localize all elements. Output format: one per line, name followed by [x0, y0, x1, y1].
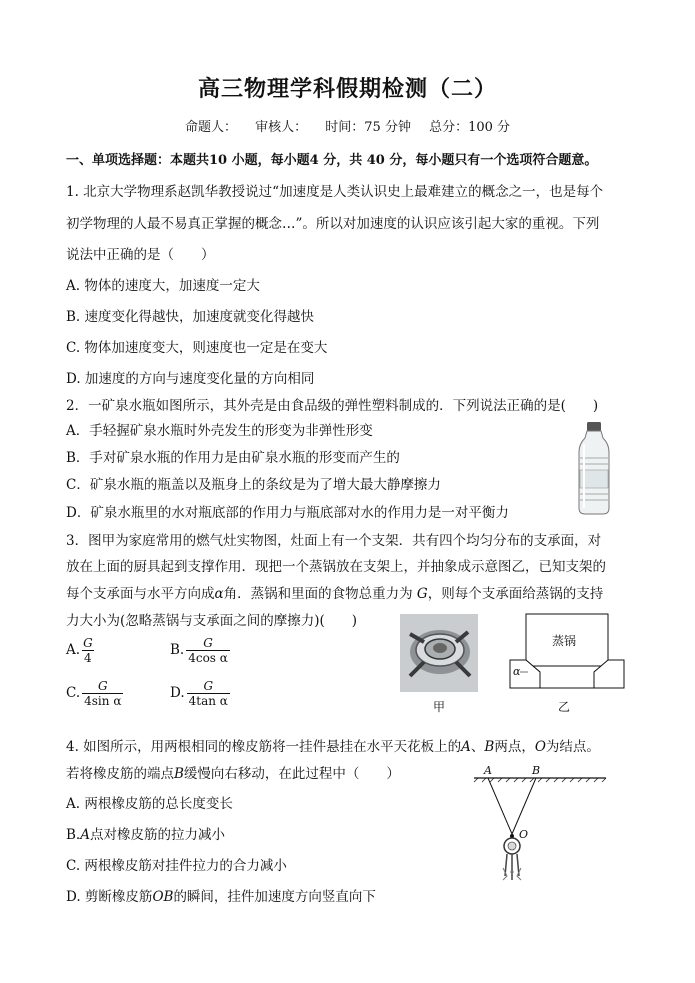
steamer-diagram [506, 612, 626, 692]
alpha-label: α [513, 665, 521, 678]
q1-option-b: B. 速度变化得越快，加速度就变化得越快 [66, 309, 315, 325]
q3-stem-line: 每个支承面与水平方向成α角．蒸锅和里面的食物总重力为 G，则每个支承面给蒸锅的支持 [66, 586, 604, 602]
q2-option-c: C．矿泉水瓶的瓶盖以及瓶身上的条纹是为了增大最大静摩擦力 [66, 477, 441, 493]
q1-stem-line: 说法中正确的是（ ） [66, 247, 215, 263]
total-score-label: 总分：100 分 [429, 120, 511, 135]
point-a-label: A [484, 764, 492, 777]
q3-stem-line: 放在上面的厨具起到支撑作用．现把一个蒸锅放在支架上，并抽象成示意图乙，已知支架的 [66, 559, 606, 575]
q4-option-c: C. 两根橡皮筋对挂件拉力的合力减小 [66, 858, 287, 874]
time-label: 时间：75 分钟 [325, 120, 411, 135]
q2-option-d: D．矿泉水瓶里的水对瓶底部的作用力与瓶底部对水的作用力是一对平衡力 [66, 505, 509, 521]
q4-option-b: B.A点对橡皮筋的拉力减小 [66, 827, 225, 843]
point-o-label: O [519, 828, 529, 841]
steamer-label: 蒸锅 [552, 634, 577, 648]
q4-option-a: A. 两根橡皮筋的总长度变长 [66, 796, 233, 812]
q1-option-d: D. 加速度的方向与速度变化量的方向相同 [66, 371, 315, 387]
q1-option-a: A. 物体的速度大，加速度一定大 [66, 278, 260, 294]
q4-option-d: D. 剪断橡皮筋OB的瞬间，挂件加速度方向竖直向下 [66, 889, 376, 905]
q3-option-a: A. $\frac{G}{4}$ [66, 636, 93, 665]
setter-label: 命题人： [184, 120, 237, 135]
q1-stem-line: 1. 北京大学物理系赵凯华教授说过“加速度是人类认识史上最难建立的概念之一，也是每个 [66, 184, 604, 200]
q1-option-c: C. 物体加速度变大，则速度也一定是在变大 [66, 340, 328, 356]
figure-caption-jia: 甲 [433, 700, 446, 714]
q1-stem-line: 初学物理的人最不易真正掌握的概念…”。所以对加速度的认识应该引起大家的重视。下列 [66, 216, 600, 232]
q2-stem: 2．一矿泉水瓶如图所示，其外壳是由食品级的弹性塑料制成的．下列说法正确的是( ) [66, 398, 599, 414]
exam-meta [0, 116, 695, 135]
pendant-diagram [470, 764, 610, 884]
page-title: 高三物理学科假期检测（二） [197, 77, 497, 102]
q4-stem-line: 若将橡皮筋的端点B缓慢向右移动，在此过程中（ ） [66, 766, 400, 782]
q3-stem-line: 3．图甲为家庭常用的燃气灶实物图，灶面上有一个支架．共有四个均匀分布的支承面，对 [66, 533, 602, 549]
q4-stem-line: 4. 如图所示，用两根相同的橡皮筋将一挂件悬挂在水平天花板上的A、B两点，O为结点。 [66, 739, 600, 755]
point-b-label: B [532, 764, 541, 777]
q3-stem-line: 力大小为(忽略蒸锅与支承面之间的摩擦力)( ) [66, 613, 358, 629]
q3-option-c: C. $\frac{G}{\text{4sin α}}$ [66, 679, 122, 708]
q2-option-b: B．手对矿泉水瓶的作用力是由矿泉水瓶的形变而产生的 [66, 450, 400, 466]
q2-option-a: A．手轻握矿泉水瓶时外壳发生的形变为非弹性形变 [66, 423, 373, 439]
q3-option-d: D. $\frac{G}{\text{4tan α}}$ [170, 679, 228, 708]
q3-option-b: B. $\frac{G}{\text{4cos α}}$ [170, 636, 228, 665]
reviewer-label: 审核人： [255, 120, 308, 135]
section-heading: 一、单项选择题：本题共10 小题，每小题4 分，共 40 分，每小题只有一个选项符合题意。 [66, 153, 598, 168]
gas-stove-image [400, 614, 478, 692]
water-bottle-image [572, 420, 616, 516]
figure-caption-yi: 乙 [558, 700, 571, 714]
